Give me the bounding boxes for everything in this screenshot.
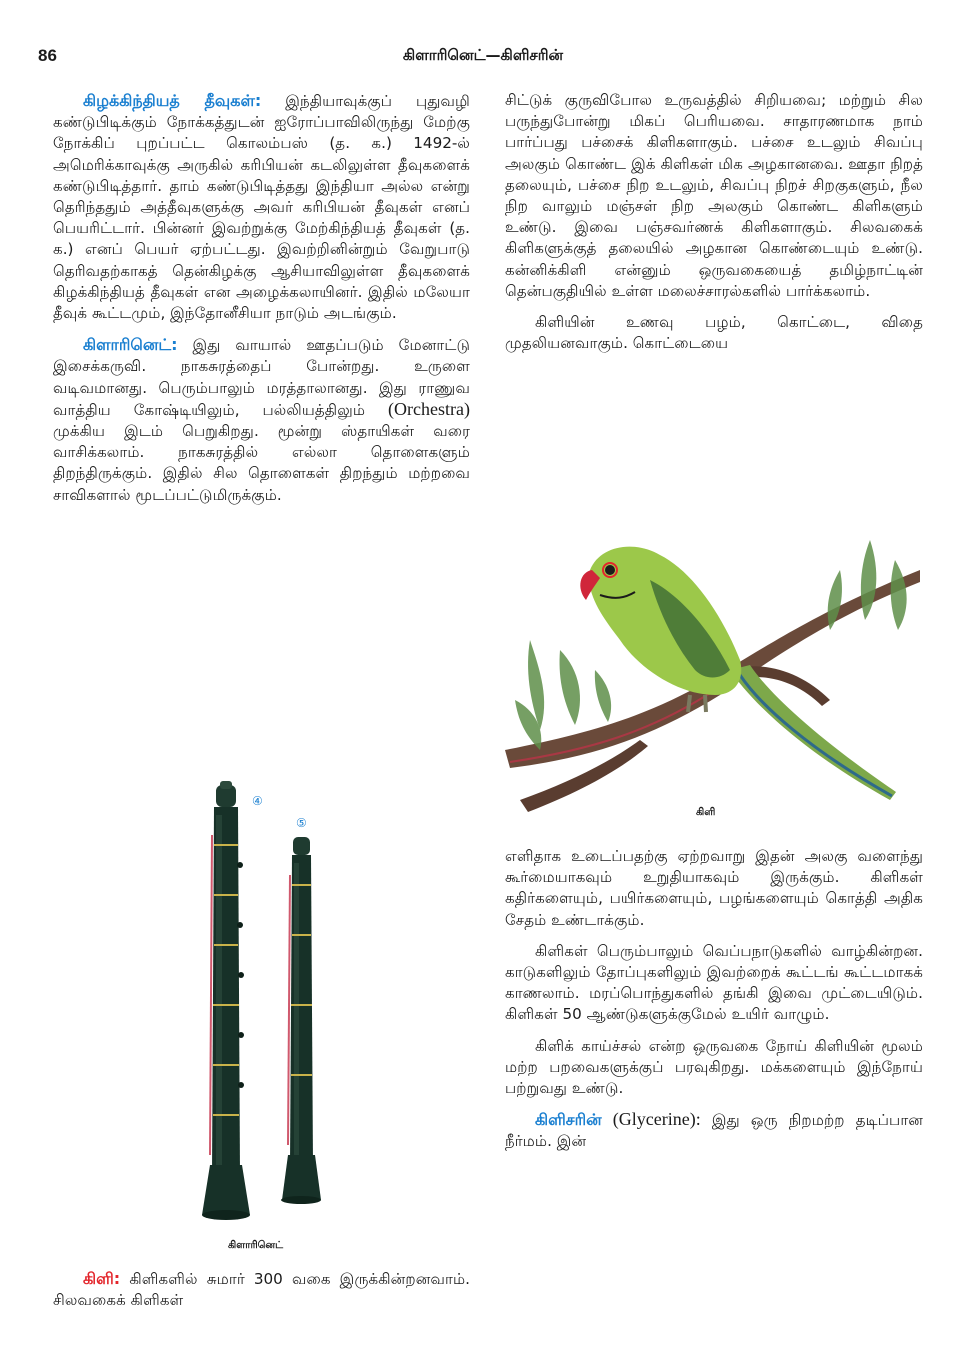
kili-entry bbox=[53, 1268, 470, 1311]
parrot-illustration bbox=[500, 500, 928, 830]
east-indies-text: இந்தியாவுக்குப் புதுவழி கண்டுபிடிக்கும் நோக்கத்துடன் ஐரோப்பாவிலிருந்து மேற்கு நோக்கிப் புறப்பட்ட கொலம்பஸ் (த. க.) 1492-ல் அமெரிக்காவுக்கு அருகில் கரிபியன் கடலிலுள்ள தீவுகளைக் கண்டுபிடித்தார். தாம் கண்டுபிடித்தது இந்தியா அல்ல என்று தெரிந்ததும் அத்தீவுகளுக்கு அவர் கரிபியன் தீவுகள் எனப் பெயரிட்டார். பின்னர் இவற்றுக்கு மேற்கிந்தியத் தீவுகள் (த. க.) எனப் பெயர் ஏற்பட்டது. இவற்றினின்றும் வேறுபாடு தெரிவதற்காகத் தென்கிழக்கு ஆசியாவிலுள்ள தீவுகளைக் கிழக்கிந்தியத் தீவுகள் என அழைக்கலாயினர். இதில் மலேயா தீவுக் கூட்டமும், இந்தோனீசியா நாடும் அடங்கும். bbox=[53, 92, 470, 323]
clarinet-illustration bbox=[180, 775, 350, 1230]
clarinet-entry bbox=[53, 334, 470, 506]
parrot-para-1: சிட்டுக் குருவிபோல உருவத்தில் சிறியவை; மற்றும் சில பருந்துபோன்று மிகப் பெரியவை. சாதாரணமாக நாம் பார்ப்பது பச்சைக் கிளிகளாகும். பச்சை உடலும் சிவப்பு அலகும் கொண்ட இக் கிளிகள் மிக அழகானவை. ஊதா நிறத் தலையும், பச்சை நிற உடலும், சிவப்பு நிறச் சிறகுகளும், நீல நிற வாலும் மஞ்சள் நிற அலகும் கொண்ட கிளிகளும் உண்டு. இவை பஞ்சவர்ணக் கிளிகளாகும். சிலவகைக் கிளிகளுக்குத் தலையில் அழகான கொண்டையும் உண்டு. கன்னிக்கிளி என்னும் ஒருவகையைத் தமிழ்நாட்டின் தென்பகுதியில் உள்ள மலைச்சாரல்களில் பார்க்கலாம். bbox=[505, 91, 923, 300]
parrot-para-4-text: கிளிகள் பெரும்பாலும் வெப்பநாடுகளில் வாழ்கின்றன. காடுகளிலும் தோப்புகளிலும் இவற்றைக் கூட்டங் கூட்டமாகக் காணலாம். மரப்பொந்துகளில் தங்கி இவை முட்டையிடும். கிளிகள் 50 ஆண்டுகளுக்குமேல் உயிர் வாழும். bbox=[505, 941, 923, 1024]
kili-text: கிளிகளில் சுமார் 300 வகை இருக்கின்றனவாம். சிலவகைக் கிளிகள் bbox=[53, 1270, 470, 1309]
left-column bbox=[53, 90, 470, 516]
clarinet-text-1: இது வாயால் ஊதப்படும் மேனாட்டு இசைக்கருவி. நாகசுரத்தைப் போன்றது. உருளை வடிவமானது. பெரும்பாலும் மரத்தாலானது. இது ராணுவ வாத்திய கோஷ்டியிலும், பல்லியத்திலும் bbox=[53, 336, 470, 419]
glycerine-latin: (Glycerine): bbox=[612, 1109, 701, 1130]
clarinet-marker-5: ⑤ bbox=[296, 816, 307, 830]
clarinet-short bbox=[281, 837, 321, 1204]
east-indies-heading: கிழக்கிந்தியத் தீவுகள்: bbox=[83, 91, 262, 110]
parrot-para-4 bbox=[505, 941, 923, 1026]
parrot-caption: கிளி bbox=[696, 807, 716, 818]
right-column-top bbox=[505, 90, 923, 364]
clarinet-caption: கிளாரினெட் bbox=[228, 1240, 284, 1251]
running-head: கிளாரினெட்—கிளிசரின் bbox=[402, 46, 564, 64]
kili-heading: கிளி: bbox=[83, 1269, 121, 1288]
right-column-bottom bbox=[505, 846, 923, 1163]
parrot-para-5 bbox=[505, 1036, 923, 1100]
clarinet-orchestra: (Orchestra) bbox=[388, 398, 470, 419]
parrot-para-3: எளிதாக உடைப்பதற்கு ஏற்றவாறு இதன் அலகு வளைந்து கூர்மையாகவும் உறுதியாகவும் இருக்கும். கிளிகள் கதிர்களையும், பயிர்களையும், பழங்களையும் கொத்தி அதிக சேதம் உண்டாக்கும். bbox=[505, 847, 923, 929]
clarinet-marker-4: ④ bbox=[252, 794, 263, 808]
clarinet-heading: கிளாரினெட்: bbox=[83, 335, 178, 355]
page-number: 86 bbox=[38, 46, 57, 65]
parrot-para-2 bbox=[505, 312, 923, 354]
glycerine-heading: கிளிசரின் bbox=[535, 1110, 602, 1130]
clarinet-long bbox=[202, 781, 250, 1220]
glycerine-entry bbox=[505, 1109, 923, 1152]
east-indies-entry bbox=[53, 90, 470, 324]
glycerine-text: இது ஒரு நிறமற்ற தடிப்பான நீர்மம். இன் bbox=[505, 1111, 923, 1151]
clarinet-text-2: முக்கிய இடம் பெறுகிறது. மூன்று ஸ்தாயிகள் வரை வாசிக்கலாம். நாகசுரத்தில் எல்லா தொளைகளும் திறந்திருக்கும். இதில் சில தொளைகள் திறந்தும் மற்றவை சாவிகளால் மூடப்பட்டுமிருக்கும். bbox=[53, 422, 470, 504]
parrot-para-5-text: கிளிக் காய்ச்சல் என்ற ஒருவகை நோய் கிளியின் மூலம் மற்ற பறவைகளுக்குப் பரவுகிறது. மக்களையும் இந்நோய் பற்றுவது உண்டு. bbox=[505, 1036, 923, 1098]
parrot-para-2-text: கிளியின் உணவு பழம், கொட்டை, விதை முதலியனவாகும். கொட்டையை bbox=[505, 313, 923, 353]
